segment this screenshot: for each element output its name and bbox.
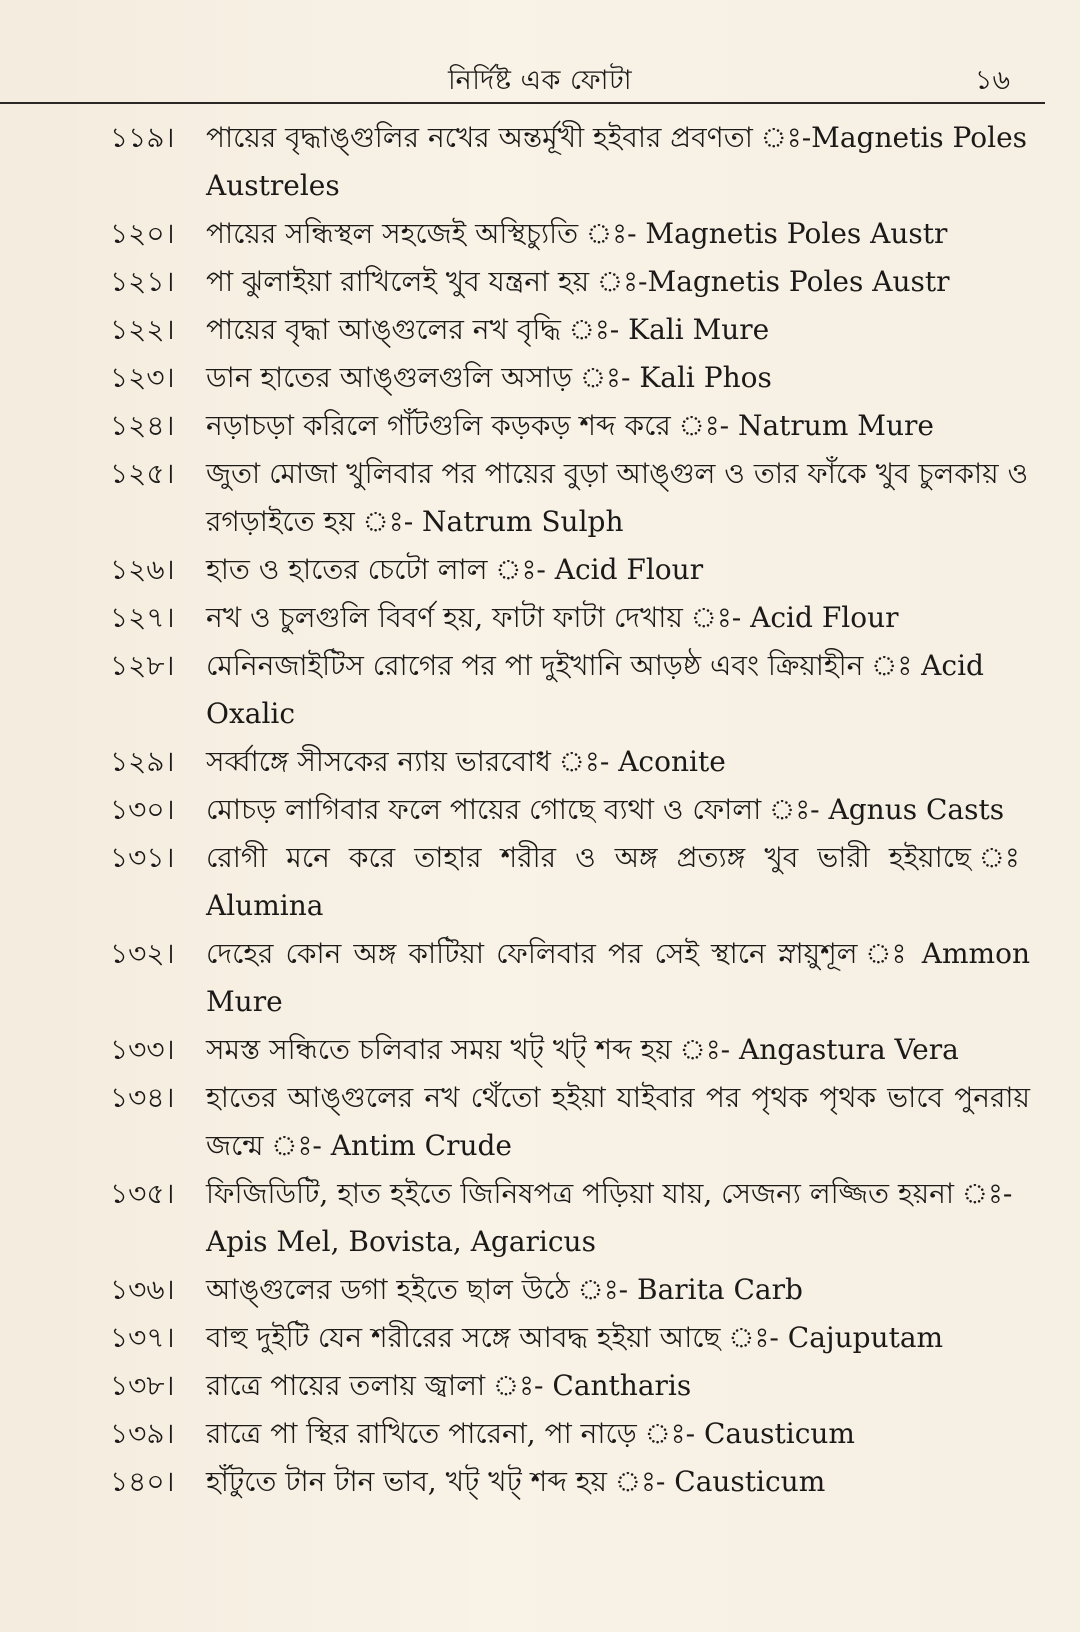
entry-number: ১২৬।: [110, 553, 175, 586]
list-item: [110, 1410, 1030, 1458]
list-item: [110, 834, 1030, 930]
entry-text: দেহের কোন অঙ্গ কাটিয়া ফেলিবার পর সেই স্থানে স্নায়ুশূল ঃ Ammon Mure: [206, 937, 1030, 1018]
entry-number: ১২৪।: [110, 409, 175, 442]
entry-text: হাত ও হাতের চেটো লাল ঃ- Acid Flour: [206, 553, 704, 586]
list-item: [110, 306, 1030, 354]
entry-number: ১৩৭।: [110, 1321, 175, 1354]
entry-text: মেনিনজাইটিস রোগের পর পা দুইখানি আড়ষ্ঠ এবং ক্রিয়াহীন ঃ Acid Oxalic: [206, 649, 984, 730]
list-item: [110, 594, 1030, 642]
entry-number: ১২৭।: [110, 601, 175, 634]
list-item: [110, 1170, 1030, 1266]
entry-text: আঙ্গুলের ডগা হইতে ছাল উঠে ঃ- Barita Carb: [206, 1273, 803, 1306]
list-item: [110, 786, 1030, 834]
entry-number: ১৩২।: [110, 937, 175, 970]
entry-number: ১২৩।: [110, 361, 175, 394]
list-item: [110, 258, 1030, 306]
entry-text: নখ ও চুলগুলি বিবর্ণ হয়, ফাটা ফাটা দেখায় ঃ- Acid Flour: [206, 601, 899, 634]
list-item: [110, 210, 1030, 258]
entry-number: ১৩৬।: [110, 1273, 175, 1306]
entry-text: পায়ের সন্ধিস্থল সহজেই অস্থিচ্যুতি ঃ- Magnetis Poles Austr: [206, 217, 948, 250]
entry-number: ১১৯।: [110, 121, 175, 154]
entry-text: হাতের আঙ্গুলের নখ থেঁতো হইয়া যাইবার পর পৃথক পৃথক ভাবে পুনরায় জন্মে ঃ- Antim Crude: [206, 1081, 1030, 1162]
list-item: [110, 1458, 1030, 1506]
symptom-list: [110, 114, 1030, 1506]
list-item: [110, 450, 1030, 546]
running-title: নির্দিষ্ট এক ফোটা: [447, 65, 633, 96]
list-item: [110, 1314, 1030, 1362]
list-item: [110, 1266, 1030, 1314]
entry-text: জুতা মোজা খুলিবার পর পায়ের বুড়া আঙ্গুল ও তার ফাঁকে খুব চুলকায় ও রগড়াইতে হয় ঃ- Natrum Sulph: [206, 457, 1029, 538]
entry-text: হাঁটুতে টান টান ভাব, খট্ খট্ শব্দ হয় ঃ- Causticum: [206, 1465, 826, 1498]
entry-number: ১৩৩।: [110, 1033, 175, 1066]
entry-text: রাত্রে পায়ের তলায় জ্বালা ঃ- Cantharis: [206, 1369, 692, 1402]
list-item: [110, 1026, 1030, 1074]
entry-number: ১৩৫।: [110, 1177, 175, 1210]
list-item: [110, 546, 1030, 594]
entry-number: ১৩৮।: [110, 1369, 175, 1402]
entry-number: ১২০।: [110, 217, 175, 250]
entry-number: ১৩০।: [110, 793, 175, 826]
entry-text: পায়ের বৃদ্ধা আঙ্গুলের নখ বৃদ্ধি ঃ- Kali Mure: [206, 313, 770, 346]
entry-text: পা ঝুলাইয়া রাখিলেই খুব যন্ত্রনা হয় ঃ-Magnetis Poles Austr: [206, 265, 950, 298]
entry-text: বাহু দুইটি যেন শরীরের সঙ্গে আবদ্ধ হইয়া আছে ঃ- Cajuputam: [206, 1321, 944, 1354]
list-item: [110, 1362, 1030, 1410]
list-item: [110, 114, 1030, 210]
entry-number: ১২১।: [110, 265, 175, 298]
page-number: ১৬: [974, 65, 1010, 96]
list-item: [110, 354, 1030, 402]
entry-number: ১২৯।: [110, 745, 175, 778]
entry-number: ১৩১।: [110, 841, 175, 874]
entry-text: রাত্রে পা স্থির রাখিতে পারেনা, পা নাড়ে ঃ- Causticum: [206, 1417, 855, 1450]
list-item: [110, 738, 1030, 786]
entry-number: ১৩৯।: [110, 1417, 175, 1450]
entry-text: ডান হাতের আঙ্গুলগুলি অসাড় ঃ- Kali Phos: [206, 361, 772, 394]
list-item: [110, 402, 1030, 450]
list-item: [110, 642, 1030, 738]
entry-number: ১৪০।: [110, 1465, 175, 1498]
entry-number: ১২৮।: [110, 649, 175, 682]
entry-number: ১২৫।: [110, 457, 175, 490]
entry-text: মোচড় লাগিবার ফলে পায়ের গোছে ব্যথা ও ফোলা ঃ- Agnus Casts: [206, 793, 1005, 826]
list-item: [110, 930, 1030, 1026]
list-item: [110, 1074, 1030, 1170]
entry-text: রোগী মনে করে তাহার শরীর ও অঙ্গ প্রত্যঙ্গ খুব ভারী হইয়াছে ঃ Alumina: [206, 841, 1030, 922]
entry-number: ১৩৪।: [110, 1081, 175, 1114]
entry-text: ফিজিডিটি, হাত হইতে জিনিষপত্র পড়িয়া যায়, সেজন্য লজ্জিত হয়না ঃ- Apis Mel, Bovista, Agaricus: [206, 1177, 1013, 1258]
entry-text: সমস্ত সন্ধিতে চলিবার সময় খট্ খট্ শব্দ হয় ঃ- Angastura Vera: [206, 1033, 959, 1066]
entry-text: নড়াচড়া করিলে গাঁটগুলি কড়কড় শব্দ করে ঃ- Natrum Mure: [206, 409, 934, 442]
entry-text: সর্ব্বাঙ্গে সীসকের ন্যায় ভারবোধ ঃ- Aconite: [206, 745, 726, 778]
entry-text: পায়ের বৃদ্ধাঙ্গুলির নখের অন্তর্মূখী হইবার প্রবণতা ঃ-Magnetis Poles Austreles: [206, 121, 1028, 202]
page-header: [0, 54, 1045, 104]
entry-number: ১২২।: [110, 313, 175, 346]
